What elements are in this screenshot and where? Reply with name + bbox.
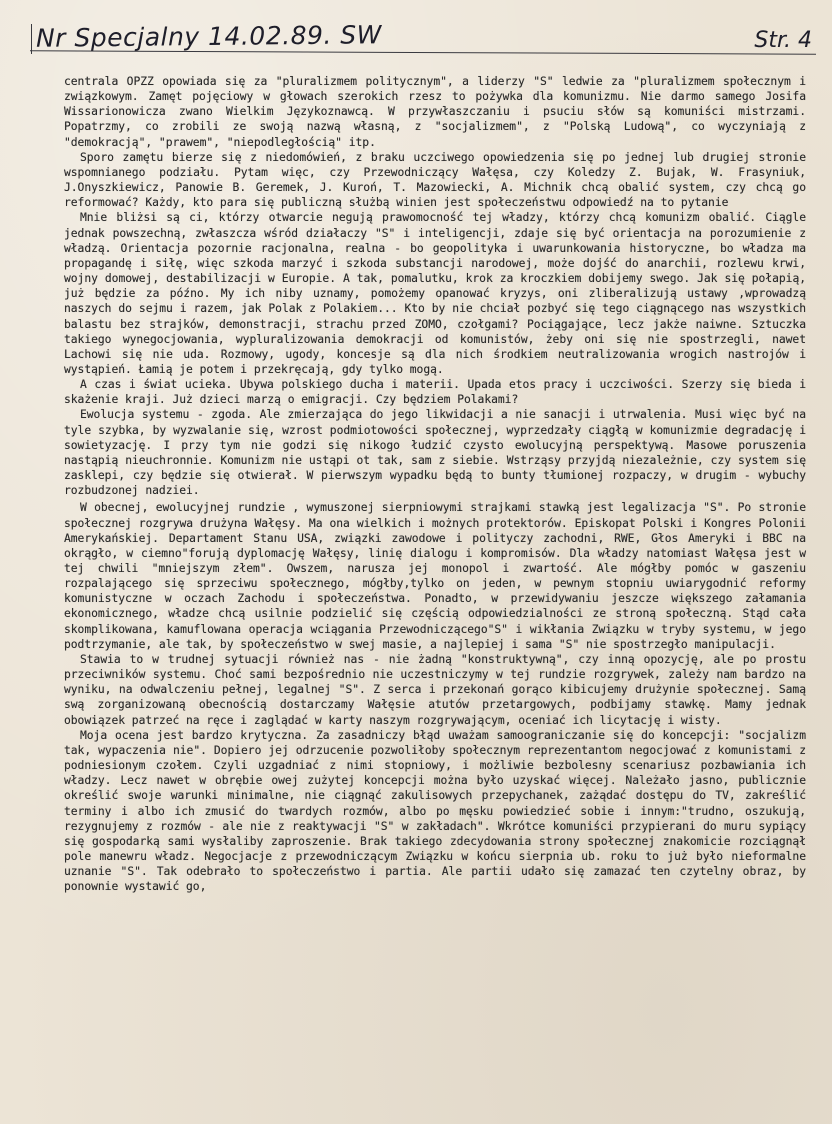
paragraph: Ewolucja systemu - zgoda. Ale zmierzająca do jego likwidacji a nie sanacji i utrwalenia. Musi więc być na tyle szybka, by wyzwalanie się, wzrost podmiotowości społecznej, wyprzedzały ciągłą w komunizmie degradację i sowietyzację. I przy tym nie godzi się nikogo łudzić czysto ewolucyjną perspektywą. Masowe poruszenia nastąpią nieuchronnie. Komunizm nie ustąpi ot tak, sam z siebie. Wstrząsy przyjdą niezależnie, czy system się zasklepi, czy będzie się otwierał. W pierwszym wypadku będą to bunty tłumionej rozpaczy, w drugim - wybuchy rozbudzonej nadziei.	[64, 407, 806, 498]
paragraph: Moja ocena jest bardzo krytyczna. Za zasadniczy błąd uważam samoograniczanie się do koncepcji: "socjalizm tak, wypaczenia nie". Dopiero jej odrzucenie pozwoliłoby społecznym reprezentantom negocjować z komunistami z podniesionym czołem. Czyli uzgadniać z nimi stopniowy, i możliwie bezbolesny scenariusz pozbawiania ich władzy. Lecz nawet w obrębie owej zużytej koncepcji można było uzyskać więcej. Należało jasno, publicznie określić swoje warunki minimalne, nie ciągnąć zakulisowych przepychanek, zażądać dostępu do TV, zakreślić terminy i albo ich zmusić do twardych rozmów, albo po męsku powiedzieć sobie i innym:"trudno, oszukują, rezygnujemy z rozmów - ale nie z reaktywacji "S" w zakładach". Wkrótce komuniści przypierani do muru sypiący się gospodarką sami wysłaliby zaproszenie. Brak takiego zdecydowania strony społecznej znakomicie rozciągnął pole manewru władz. Negocjacje z przewodniczącym Związku w końcu sierpnia ub. roku to już było nieformalne uznanie "S". Tak odebrało to społeczeństwo i partia. Ale partii udało się zamazać ten czytelny obraz, by ponownie wystawić go,	[64, 727, 806, 894]
paragraph: W obecnej, ewolucyjnej rundzie , wymuszonej sierpniowymi strajkami stawką jest legalizacja "S". Po stronie społecznej rozgrywa drużyna Wałęsy. Ma ona wielkich i możnych protektorów. Episkopat Polski i Kongres Polonii Amerykańskiej. Departament Stanu USA, związki zawodowe i polityczy zachodni, RWE, Głos Ameryki i BBC na okrągło, w ciemno"forują dyplomację Wałęsy, linię dialogu i kompromisów. Dla władzy natomiast Wałęsa jest w tej chwili "mniejszym złem". Owszem, narusza jej monopol i zwartość. Ale mógłby pomóc w gaszeniu rozpalającego się sprzeciwu społecznego, mógłby,tylko on jeden, w pewnym stopniu uwiarygodnić reformy komunistyczne w oczach Zachodu i społeczeństwa. Ponadto, w przewidywaniu jeszcze większego załamania ekonomicznego, władze chcą usilnie podzielić się częścią odpowiedzialności ze stroną społeczną. Stąd cała skomplikowana, kamuflowana operacja wciągania Przewodniczącego"S" i wikłania Związku w tryby systemu, w jego podtrzymanie, ale tak, by społeczeństwo w swej masie, a najlepiej i sama "S" nie spostrzegło manipulacji.	[64, 500, 806, 651]
paragraph: Stawia to w trudnej sytuacji również nas - nie żadną "konstruktywną", czy inną opozycję, ale po prostu przeciwników systemu. Choć sami bezpośrednio nie uczestniczymy w tej rundzie rozgrywek, zależy nam bardzo na wyniku, na odwalczeniu pełnej, legalnej "S". Z serca i przekonań gorąco kibicujemy drużynie społecznej. Samą swą zorganizowaną obecnością dostarczamy Wałęsie atutów przetargowych, podbijamy stawkę. Mamy jednak obowiązek patrzeć na ręce i zaglądać w karty naszym rozgrywającym, oceniać ich licytację i wisty.	[64, 651, 806, 727]
article-body	[64, 74, 806, 894]
paragraph: Mnie bliżsi są ci, którzy otwarcie negują prawomocność tej władzy, którzy chcą komunizm obalić. Ciągle jednak powszechną, zwłaszcza wśród działaczy "S" i inteligencji, zdaje się być orientacja na porozumienie z władzą. Orientacja pozornie racjonalna, realna - bo geopolityka i uwarunkowania historyczne, bo władza ma propagandę i siłę, więc szkoda marzyć i szkoda substancji narodowej, może dojść do anarchii, rozlewu krwi, wojny domowej, destabilizacji w Europie. A tak, pomalutku, krok za kroczkiem dobijemy swego. Jak się połapią, już będzie za późno. My ich niby uznamy, pomożemy opanować kryzys, oni zliberalizują ustawy ,wprowadzą naszych do sejmu i razem, jak Polak z Polakiem... Kto by nie chciał pozbyć się tego ciągnącego nas wszystkich balastu bez strajków, demonstracji, strachu przed ZOMO, czołgami? Pociągające, lecz jakże naiwne. Sztuczka takiego wynegocjowania, wypluralizowania demokracji od komunistów, żeby oni się nie spostrzegli, nawet Lachowi się nie uda. Rozmowy, ugody, koncesje są dla nich środkiem neutralizowania wrogich nastrojów i wystąpień. Łamią je potem i przekręcają, gdy tylko mogą.	[64, 210, 806, 376]
header-underline	[30, 50, 816, 54]
paragraph: centrala OPZZ opowiada się za "pluralizmem politycznym", a liderzy "S" ledwie za "pluralizmem społecznym i związkowym. Zamęt pojęciowy w głowach szerokich rzesz to pożywka dla komunizmu. Nie darmo samego Josifa Wissarionowicza zwano Wielkim Językoznawcą. W przywłaszczaniu i psuciu słów są komuniści mistrzami. Popatrzmy, co zrobili ze swoją nazwą własną, z "socjalizmem", z "Polską Ludową", co wyczyniają z "demokracją", "prawem", "niepodległością" itp.	[64, 74, 806, 149]
paragraph: Sporo zamętu bierze się z niedomówień, z braku uczciwego opowiedzenia się po jednej lub drugiej stronie wspomnianego podziału. Pytam więc, czy Przewodniczący Wałęsa, czy Koledzy Z. Bujak, W. Frasyniuk, J.Onyszkiewicz, Panowie B. Geremek, J. Kuroń, T. Mazowiecki, A. Michnik chcą obalić system, czy chcą go reformować? Każdy, kto para się publiczną służbą winien jest społeczeństwu odpowiedź na to pytanie	[64, 149, 806, 210]
handwritten-issue-title: Nr Specjalny 14.02.89. SW	[35, 20, 383, 53]
paragraph: A czas i świat ucieka. Ubywa polskiego ducha i materii. Upada etos pracy i uczciwości. Szerzy się bieda i skażenie kraji. Już dzieci marzą o emigracji. Czy będziem Polakami?	[64, 377, 806, 407]
page-header	[30, 18, 816, 58]
handwritten-page-number: Str. 4	[754, 28, 812, 53]
